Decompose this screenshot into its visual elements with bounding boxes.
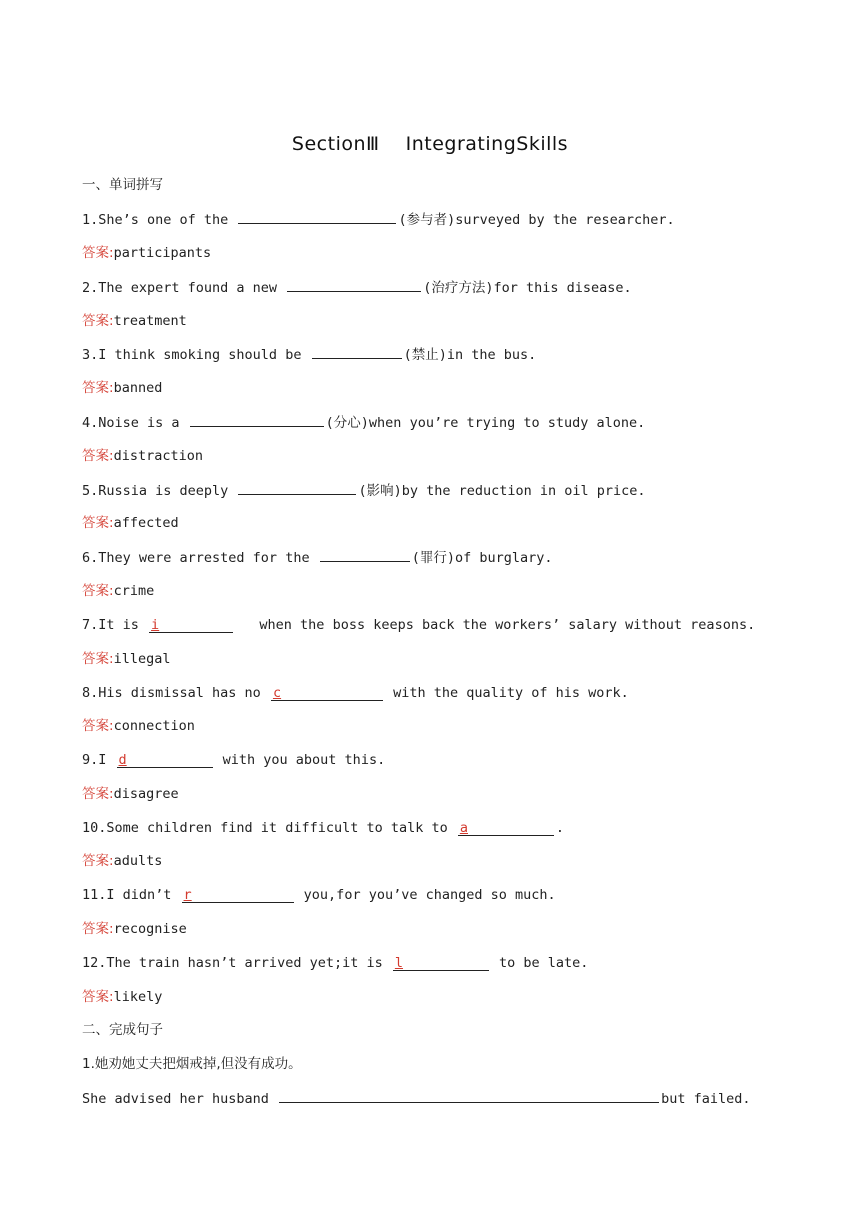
answer-10 (82, 851, 162, 871)
answer-blank-9[interactable]: d (117, 753, 213, 768)
answer-label: 答案: (82, 448, 114, 464)
answer-text: likely (113, 989, 163, 1005)
answer-blank-7[interactable]: i (149, 618, 233, 633)
question-8: 8.His dismissal has no c with the quality of his work. (82, 685, 629, 701)
answer-text: treatment (113, 313, 187, 329)
answer-blank-sentence-1[interactable] (279, 1088, 659, 1103)
question-12: 12.The train hasn’t arrived yet;it is l to be late. (82, 955, 589, 971)
answer-text: connection (113, 718, 195, 734)
answer-blank-2[interactable] (287, 277, 421, 292)
question-9: 9.I d with you about this. (82, 752, 386, 768)
answer-blank-8[interactable]: c (271, 686, 383, 701)
answer-text: distraction (113, 448, 203, 464)
title-section: SectionⅢ (291, 133, 380, 155)
section-heading-spelling: 一、单词拼写 (82, 177, 163, 193)
answer-label: 答案: (82, 651, 114, 667)
answer-label: 答案: (82, 921, 114, 937)
answer-label: 答案: (82, 853, 114, 869)
answer-text: participants (113, 245, 212, 261)
title-subtitle: IntegratingSkills (405, 133, 569, 155)
question-1: 1.She’s one of the (参与者)surveyed by the researcher. (82, 209, 675, 230)
answer-label: 答案: (82, 380, 114, 396)
answer-label: 答案: (82, 718, 114, 734)
answer-label: 答案: (82, 313, 114, 329)
answer-blank-3[interactable] (312, 344, 402, 359)
question-7: 7.It is i when the boss keeps back the workers’ salary without reasons. (82, 617, 756, 633)
answer-label: 答案: (82, 515, 114, 531)
answer-label: 答案: (82, 245, 114, 261)
question-3: 3.I think smoking should be (禁止)in the bus. (82, 344, 536, 365)
answer-label: 答案: (82, 583, 114, 599)
answer-text: adults (113, 853, 163, 869)
answer-6 (82, 581, 154, 601)
answer-text: crime (113, 583, 155, 599)
question-4: 4.Noise is a (分心)when you’re trying to study alone. (82, 412, 645, 433)
answer-7 (82, 649, 170, 669)
sentence-1-english: She advised her husband but failed. (82, 1088, 750, 1109)
answer-blank-4[interactable] (190, 412, 324, 427)
answer-9 (82, 784, 179, 804)
answer-5 (82, 513, 179, 533)
answer-1 (82, 243, 211, 263)
sentence-1-chinese: 1.她劝她丈夫把烟戒掉,但没有成功。 (82, 1056, 302, 1072)
answer-blank-10[interactable]: a (458, 821, 554, 836)
answer-text: illegal (113, 651, 171, 667)
answer-11 (82, 919, 187, 939)
answer-blank-12[interactable]: l (393, 956, 489, 971)
answer-blank-11[interactable]: r (182, 888, 294, 903)
question-5: 5.Russia is deeply (影响)by the reduction in oil price. (82, 480, 646, 501)
question-10: 10.Some children find it difficult to talk to a . (82, 820, 565, 836)
answer-text: disagree (113, 786, 179, 802)
page-title (0, 133, 860, 155)
answer-8 (82, 716, 195, 736)
answer-blank-1[interactable] (238, 209, 396, 224)
answer-12 (82, 987, 162, 1007)
answer-text: recognise (113, 921, 187, 937)
section-heading-sentences: 二、完成句子 (82, 1022, 163, 1038)
question-2: 2.The expert found a new (治疗方法)for this disease. (82, 277, 632, 298)
answer-2 (82, 311, 187, 331)
answer-text: banned (113, 380, 163, 396)
answer-3 (82, 378, 162, 398)
question-11: 11.I didn’t r you,for you’ve changed so much. (82, 887, 556, 903)
answer-4 (82, 446, 203, 466)
answer-blank-5[interactable] (238, 480, 356, 495)
answer-label: 答案: (82, 989, 114, 1005)
answer-blank-6[interactable] (320, 547, 410, 562)
question-6: 6.They were arrested for the (罪行)of burglary. (82, 547, 553, 568)
answer-label: 答案: (82, 786, 114, 802)
answer-text: affected (113, 515, 179, 531)
